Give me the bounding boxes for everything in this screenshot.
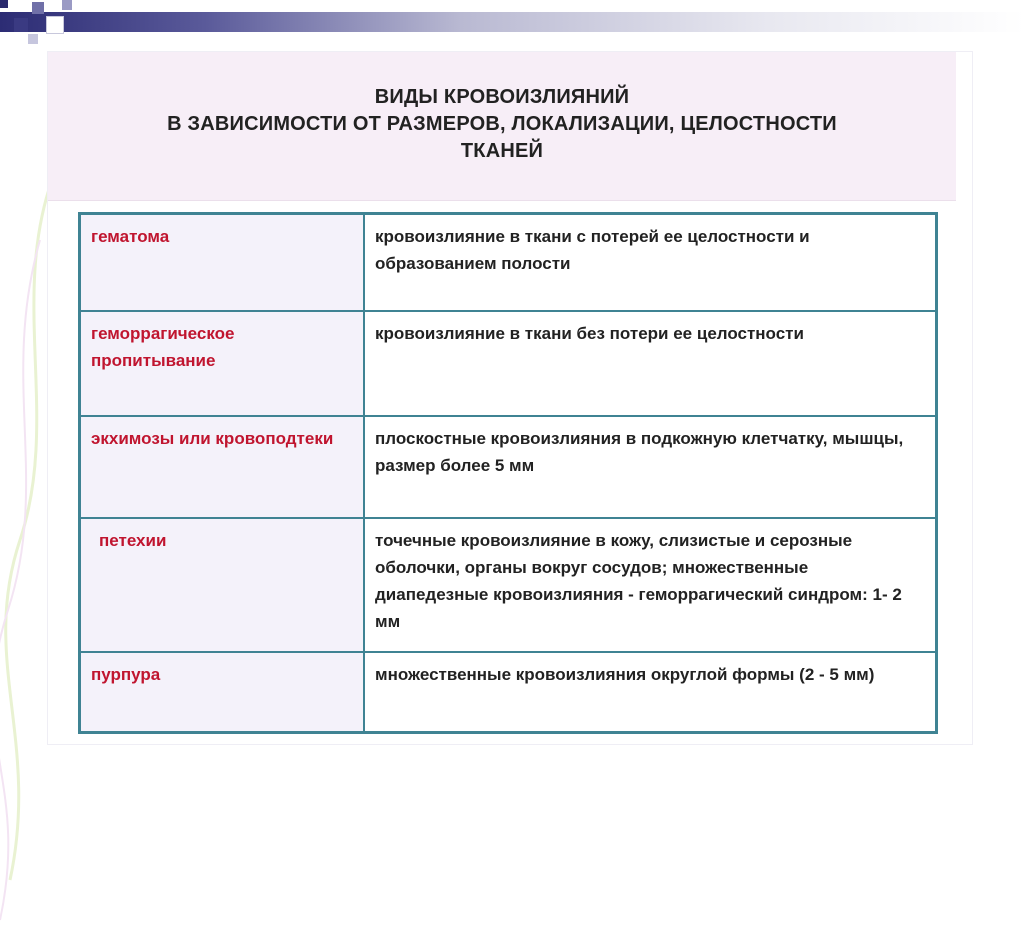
slide-header — [48, 52, 956, 201]
definition-cell: точечные кровоизлияние в кожу, слизистые и серозные оболочки, органы вокруг сосудов; множественные диапедезные кровоизлияния - геморрагический синдром: 1- 2 мм — [364, 518, 937, 652]
term-cell: гематома — [80, 214, 365, 312]
definition-cell: плоскостные кровоизлияния в подкожную клетчатку, мышцы, размер более 5 мм — [364, 416, 937, 518]
decorative-square — [0, 0, 8, 8]
definition-cell: множественные кровоизлияния округлой формы (2 - 5 мм) — [364, 652, 937, 733]
table-row — [80, 214, 937, 312]
table-row — [80, 652, 937, 733]
decorative-square — [32, 2, 44, 14]
title-line-2: В ЗАВИСИМОСТИ ОТ РАЗМЕРОВ, ЛОКАЛИЗАЦИИ, ЦЕЛОСТНОСТИ — [167, 113, 837, 135]
term-cell: петехии — [80, 518, 365, 652]
decorative-square — [28, 34, 38, 44]
slide-title — [48, 84, 956, 165]
top-decorative-bar — [0, 12, 1024, 32]
table-row — [80, 311, 937, 416]
slide — [48, 52, 972, 744]
decorative-square — [14, 18, 28, 32]
table-row — [80, 518, 937, 652]
hemorrhage-types-table — [78, 212, 938, 734]
table-row — [80, 416, 937, 518]
decorative-square — [62, 0, 72, 10]
term-cell: пурпура — [80, 652, 365, 733]
decorative-square — [46, 16, 64, 34]
definition-cell: кровоизлияние в ткани с потерей ее целостности и образованием полости — [364, 214, 937, 312]
title-line-1: ВИДЫ КРОВОИЗЛИЯНИЙ — [374, 86, 630, 108]
term-cell: экхимозы или кровоподтеки — [80, 416, 365, 518]
definition-cell: кровоизлияние в ткани без потери ее целостности — [364, 311, 937, 416]
title-line-3: ТКАНЕЙ — [460, 140, 544, 162]
term-cell: геморрагическое пропитывание — [80, 311, 365, 416]
